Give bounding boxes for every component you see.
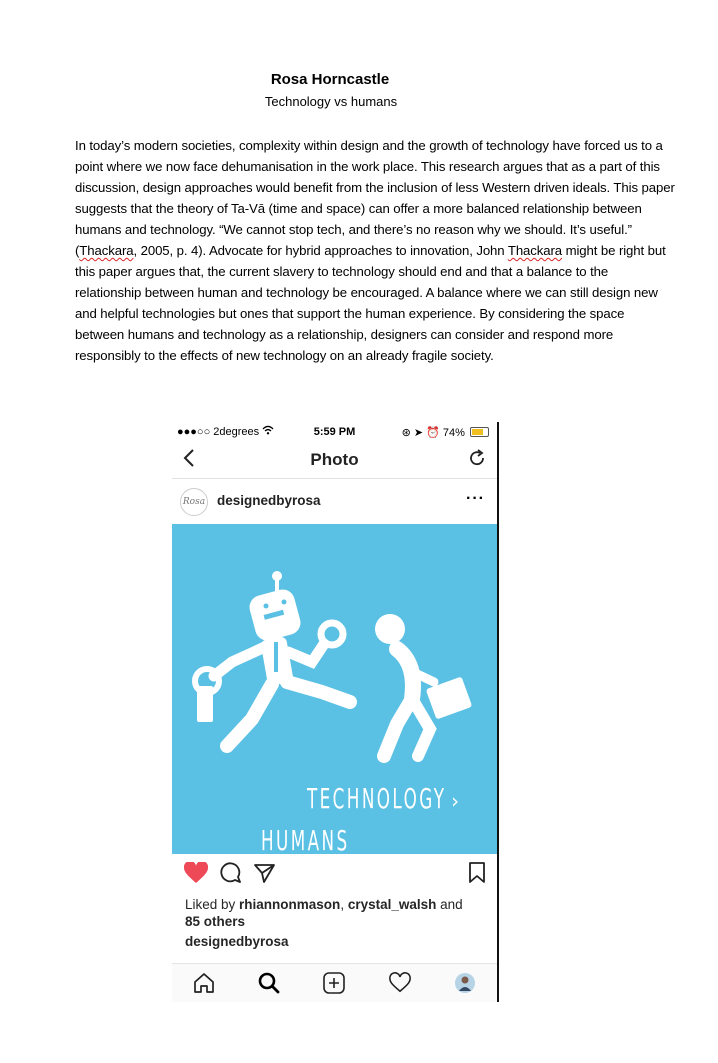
- paragraph-text-2: , 2005, p. 4). Advocate for hybrid approaches to innovation, John: [133, 243, 508, 258]
- nav-title: Photo: [310, 450, 359, 469]
- carrier-signal: ●●●○○ 2degrees: [177, 426, 260, 438]
- avatar[interactable]: Rosa: [180, 488, 208, 516]
- lock-rotation-icon: ⊛: [401, 427, 411, 439]
- citation-name: Thackara: [79, 243, 134, 258]
- post-image[interactable]: [172, 524, 497, 857]
- abstract-paragraph: [75, 135, 675, 366]
- liker-link-1[interactable]: rhiannonmason: [239, 897, 341, 912]
- heart-filled-icon[interactable]: [184, 862, 208, 889]
- image-separator: ›: [451, 789, 460, 813]
- post-username[interactable]: designedbyrosa: [217, 493, 321, 508]
- search-icon[interactable]: [258, 972, 280, 999]
- instagram-screenshot: [172, 422, 499, 1002]
- author-name: Thackara: [507, 243, 563, 258]
- image-word-technology: TECHNOLOGY: [306, 782, 447, 815]
- post-header: [172, 479, 497, 523]
- new-post-icon[interactable]: [323, 972, 345, 999]
- bookmark-icon[interactable]: [469, 862, 485, 889]
- refresh-icon[interactable]: [467, 448, 487, 473]
- liker-link-2[interactable]: crystal_walsh: [347, 897, 437, 912]
- tab-bar: [172, 963, 497, 1002]
- image-caption-text: [172, 779, 497, 861]
- likes-and: and: [436, 897, 463, 912]
- likes-others-link[interactable]: 85 others: [185, 914, 246, 929]
- battery-fill: [472, 429, 483, 435]
- action-bar: [172, 854, 497, 894]
- document-subtitle: Technology vs humans: [264, 94, 398, 109]
- likes-separator: ,: [340, 897, 348, 912]
- paragraph-text-3: might be right but this paper argues that, the current slavery to technology should end and that a balance to the relationship between human and technology be encouraged. A balance where we can still design new and helpful technologies but ones that support the human experience. By considering the space between humans and technology as a relationship, designers can consider and respond more responsibly to the effects of new technology on an already fragile society.: [75, 243, 666, 363]
- likes-text: [185, 896, 485, 930]
- status-time: 5:59 PM: [313, 426, 356, 438]
- paragraph-text-1: In today’s modern societies, complexity within design and the growth of technology have forced us to a point where we now face dehumanisation in the work place. This research argues that as a part of this discussion, design approaches would benefit from the inclusion of less Western driven ideals. This paper suggests that the theory of Ta-Vā (time and space) can offer a more balanced relationship between humans and technology. “We cannot stop tech, and there’s no reason why we should. It’s useful.” (: [75, 138, 675, 258]
- caption-username[interactable]: designedbyrosa: [185, 934, 289, 949]
- more-options-icon[interactable]: ···: [466, 490, 485, 507]
- battery-icon: [470, 427, 489, 437]
- likes-prefix: Liked by: [185, 897, 240, 912]
- alarm-icon: ⏰: [426, 427, 440, 439]
- nav-bar: [172, 442, 497, 479]
- share-icon[interactable]: [253, 862, 275, 889]
- status-right: [402, 426, 489, 439]
- comment-icon[interactable]: [219, 862, 241, 889]
- status-bar: [172, 422, 497, 442]
- activity-heart-icon[interactable]: [389, 972, 411, 999]
- image-word-humans: HUMANS: [260, 824, 350, 857]
- document-title: Rosa Horncastle: [270, 71, 390, 88]
- profile-avatar-icon[interactable]: [454, 972, 476, 999]
- battery-percent: 74%: [442, 427, 465, 439]
- location-arrow-icon: ➤: [413, 427, 424, 439]
- home-icon[interactable]: [193, 972, 215, 999]
